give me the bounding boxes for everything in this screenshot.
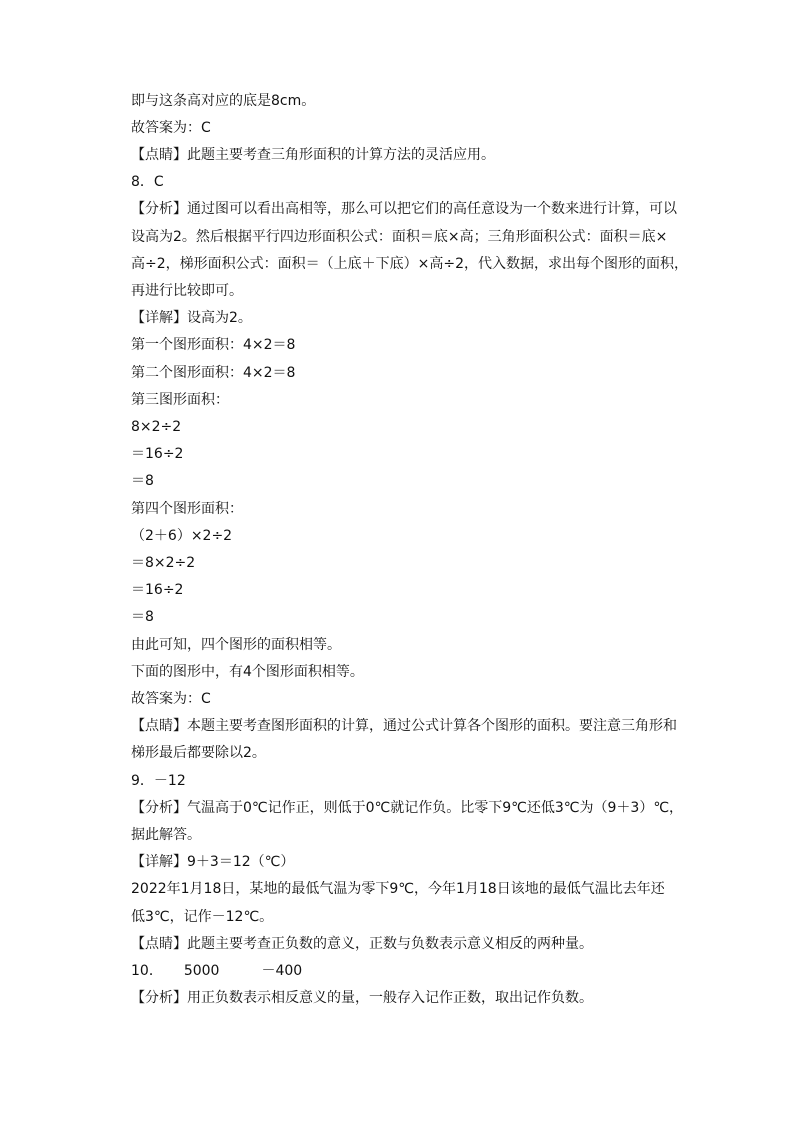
text-line: 【点睛】此题主要考查三角形面积的计算方法的灵活应用。 (131, 147, 495, 163)
text-line: 下面的图形中，有4个图形面积相等。 (131, 664, 364, 680)
text-line: 9．－12 (131, 773, 186, 789)
text-line: 低3℃，记作－12℃。 (131, 909, 274, 925)
text-line: 【分析】通过图可以看出高相等，那么可以把它们的高任意设为一个数来进行计算，可以 (131, 201, 677, 217)
text-line: 【详解】9＋3＝12（℃） (131, 854, 295, 870)
text-line: 高÷2，梯形面积公式：面积＝（上底＋下底）×高÷2，代入数据，求出每个图形的面积， (131, 256, 689, 272)
text-line: 8×2÷2 (131, 419, 182, 435)
text-line: 【分析】气温高于0℃记作正，则低于0℃就记作负。比零下9℃还低3℃为（9＋3）℃， (131, 800, 684, 816)
text-line: 8．C (131, 174, 164, 190)
text-line: ＝16÷2 (131, 582, 184, 598)
text-line: 故答案为：C (131, 691, 211, 707)
text-line: 故答案为：C (131, 120, 211, 136)
text-line: ＝8×2÷2 (131, 555, 196, 571)
text-line: 即与这条高对应的底是8cm。 (131, 93, 316, 109)
text-line: 再进行比较即可。 (131, 283, 243, 299)
text-line: ＝16÷2 (131, 446, 184, 462)
text-line: 第三图形面积： (131, 392, 229, 408)
text-line: 第二个图形面积：4×2＝8 (131, 365, 296, 381)
text-line: 第四个图形面积： (131, 501, 243, 517)
text-line: 据此解答。 (131, 827, 201, 843)
text-line: 第一个图形面积：4×2＝8 (131, 337, 296, 353)
text-line: 【分析】用正负数表示相反意义的量，一般存入记作正数，取出记作负数。 (131, 990, 593, 1006)
text-line: 【点睛】本题主要考查图形面积的计算，通过公式计算各个图形的面积。要注意三角形和 (131, 718, 677, 734)
text-line: （2＋6）×2÷2 (131, 528, 233, 544)
text-line: 设高为2。然后根据平行四边形面积公式：面积＝底×高；三角形面积公式：面积＝底× (131, 229, 668, 245)
text-line: 【详解】设高为2。 (131, 310, 252, 326)
text-line: 梯形最后都要除以2。 (131, 745, 266, 761)
text-line: ＝8 (131, 609, 154, 625)
text-line: 2022年1月18日，某地的最低气温为零下9℃，今年1月18日该地的最低气温比去年还 (131, 881, 665, 897)
text-line: 由此可知，四个图形的面积相等。 (131, 637, 341, 653)
text-line: ＝8 (131, 473, 154, 489)
text-line: 【点睛】此题主要考查正负数的意义，正数与负数表示意义相反的两种量。 (131, 936, 593, 952)
text-line: 10． 5000 －400 (131, 963, 303, 979)
